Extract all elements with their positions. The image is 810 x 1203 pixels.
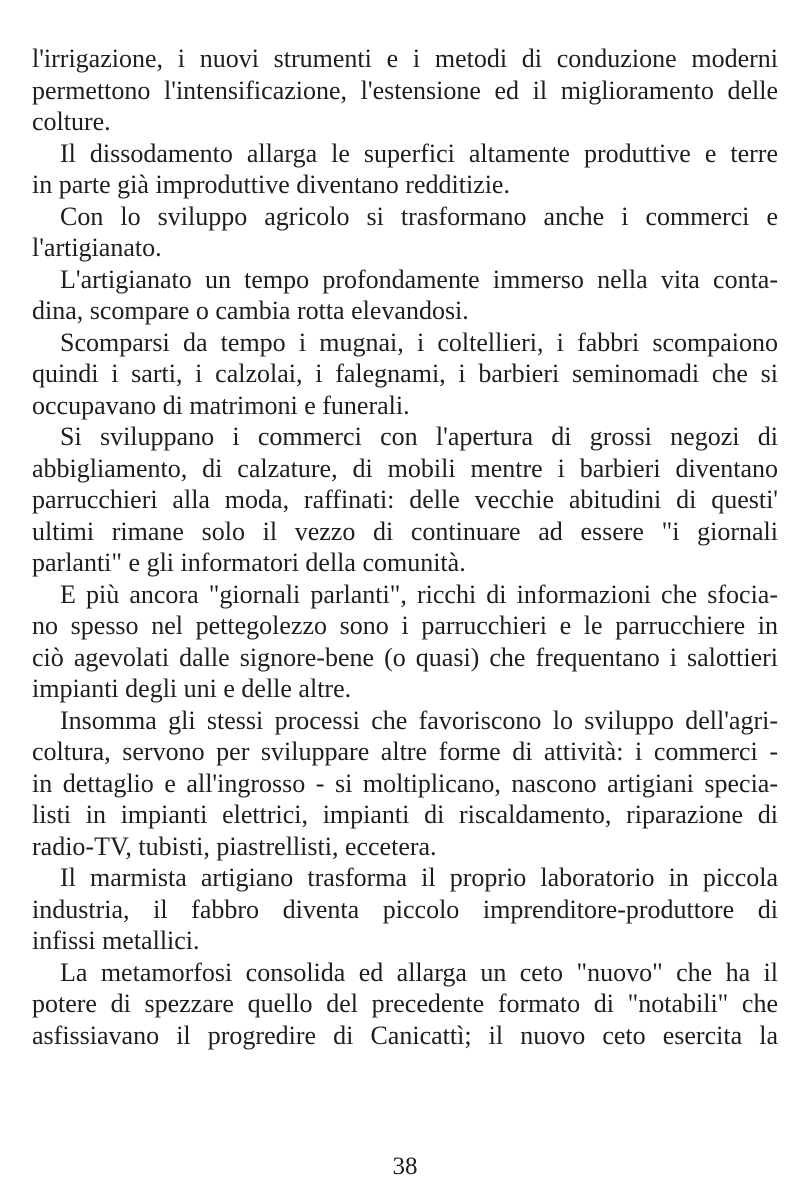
- text-line: infissi metallici.: [32, 926, 200, 955]
- text-line: La metamorfosi consolida ed allarga un ceto "nuovo" che ha il: [60, 957, 778, 987]
- text-line: radio-TV, tubisti, piastrellisti, eccetera.: [32, 831, 437, 861]
- text-line: in dettaglio e all'ingrosso - si moltiplicano, nascono artigiani specia-: [32, 768, 778, 798]
- page-number: 38: [392, 1153, 418, 1180]
- text-line: ciò agevolati dalle signore-bene (o quasi) che frequentano i salottieri: [32, 642, 778, 672]
- text-line: abbigliamento, di calzature, di mobili mentre i barbieri diventano: [32, 453, 778, 483]
- text-line: Scomparsi da tempo i mugnai, i coltellieri, i fabbri scompaiono: [60, 327, 778, 357]
- text-line: listi in impianti elettrici, impianti di riscaldamento, riparazione di: [32, 800, 778, 829]
- text-line: Il marmista artigiano trasforma il proprio laboratorio in piccola: [60, 863, 778, 892]
- text-line: in parte già improduttive diventano redditizie.: [32, 170, 510, 199]
- text-line: Con lo sviluppo agricolo si trasformano anche i commerci e: [60, 201, 778, 231]
- body-text: [32, 43, 778, 1051]
- text-line: E più ancora "giornali parlanti", ricchi di informazioni che sfocia-: [60, 579, 778, 609]
- text-line: impianti degli uni e delle altre.: [32, 674, 352, 703]
- text-line: dina, scompare o cambia rotta elevandosi.: [32, 296, 469, 325]
- text-line: occupavano di matrimoni e funerali.: [32, 390, 410, 420]
- text-line: parrucchieri alla moda, raffinati: delle vecchie abitudini di questi': [32, 485, 778, 514]
- text-line: industria, il fabbro diventa piccolo imprenditore-produttore di: [32, 894, 778, 924]
- text-line: asfissiavano il progredire di Canicattì; il nuovo ceto esercita la: [32, 1020, 778, 1050]
- text-line: potere di spezzare quello del precedente formato di "notabili" che: [32, 989, 778, 1018]
- text-line: l'irrigazione, i nuovi strumenti e i metodi di conduzione moderni: [32, 44, 778, 73]
- text-line: l'artigianato.: [32, 233, 162, 262]
- text-line: Insomma gli stessi processi che favoriscono lo sviluppo dell'agri-: [60, 705, 778, 735]
- text-line: L'artigianato un tempo profondamente immerso nella vita conta-: [60, 264, 778, 294]
- text-line: coltura, servono per sviluppare altre forme di attività: i commerci -: [32, 737, 778, 766]
- text-line: parlanti" e gli informatori della comunità.: [32, 548, 466, 577]
- text-line: Si sviluppano i commerci con l'apertura di grossi negozi di: [60, 422, 778, 451]
- text-line: permettono l'intensificazione, l'estensione ed il miglioramento delle: [32, 75, 778, 105]
- text-line: ultimi rimane solo il vezzo di continuare ad essere "i giornali: [32, 516, 778, 546]
- text-line: colture.: [32, 107, 111, 136]
- text-line: no spesso nel pettegolezzo sono i parrucchieri e le parrucchiere in: [32, 611, 778, 640]
- text-line: quindi i sarti, i calzolai, i falegnami, i barbieri seminomadi che si: [32, 359, 778, 388]
- text-line: Il dissodamento allarga le superfici altamente produttive e terre: [60, 138, 778, 168]
